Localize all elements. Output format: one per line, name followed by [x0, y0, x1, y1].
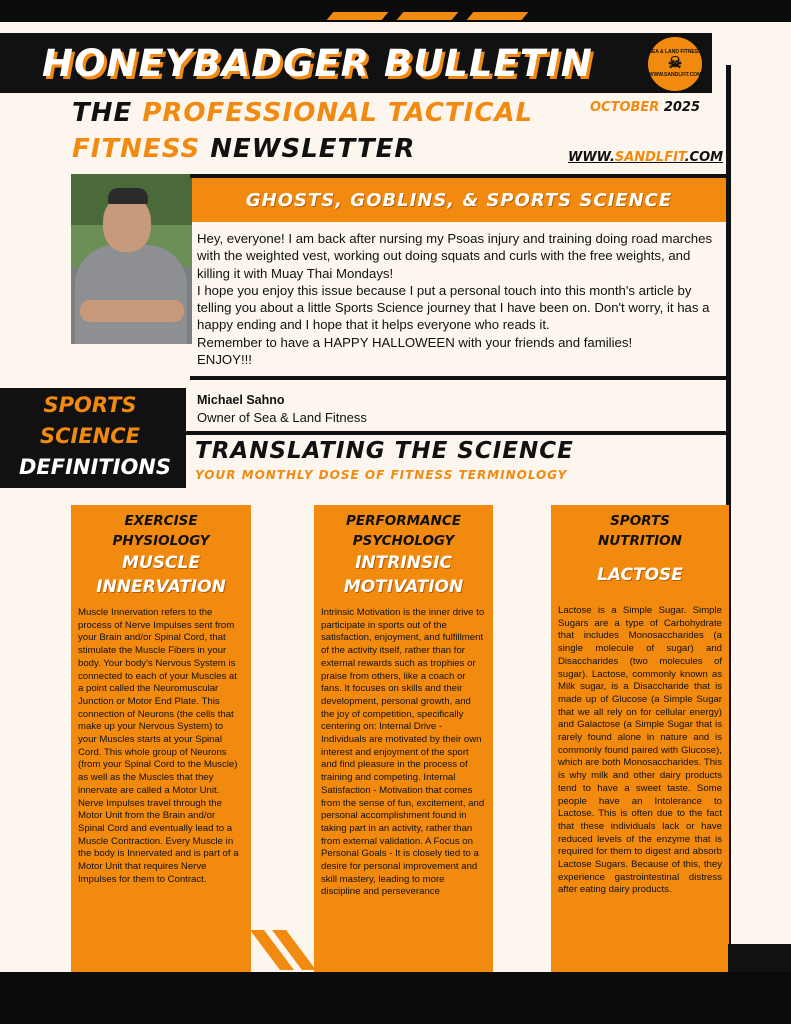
subtitle-newsletter: NEWSLETTER [200, 134, 416, 164]
column-term: MOTIVATION [343, 577, 464, 597]
column-term: MUSCLE [122, 553, 200, 573]
article-paragraph: ENJOY!!! [197, 352, 252, 368]
top-black-band [0, 0, 791, 22]
column-performance-psychology [314, 505, 493, 972]
skull-icon: ☠ [667, 55, 683, 73]
article-body [197, 230, 719, 368]
website-www: WWW. [568, 150, 615, 165]
sea-land-fitness-logo [648, 37, 702, 91]
definitions-block-line-2: SCIENCE [39, 424, 141, 448]
logo-text-bottom: WWW.SANDLFIT.COM [648, 71, 702, 78]
column-term: INNERVATION [96, 577, 226, 597]
section-divider [186, 431, 728, 435]
author-photo-head [103, 196, 151, 252]
article-paragraph: Hey, everyone! I am back after nursing my Psoas injury and training doing road marches with the weighted vest, working out doing squats and curls with the free weights, and killing it with Muay Thai Mondays! [197, 231, 713, 281]
article-title: GHOSTS, GOBLINS, & SPORTS SCIENCE [245, 189, 673, 211]
bottom-stripes-decoration [250, 930, 330, 970]
bottom-right-corner [728, 944, 791, 972]
website-tld: .COM [684, 150, 724, 165]
section-title: TRANSLATING THE SCIENCE [195, 438, 574, 464]
column-definition: Intrinsic Motivation is the inner drive to participate in sports out of the satisfaction, enjoyment, and fulfillment of the activity itself, rather than for external rewards such as trophies or praise from others, like a coach or fans. It focuses on skills and their development, personal growth, and the joy of competition, specifically centering on: Internal Drive - Individuals are motivated by their own interest and enjoyment of the sport and find pleasure in the process of training and competing. Internal Satisfaction - Motivation that comes from the sense of fun, excitement, and personal accomplishment found in taking part in an activity, rather than from external validation. A Focus on Personal Goals - It is closely tied to a desire for personal improvement and skill mastery, leading to more discipline and perseverance [321, 607, 485, 898]
definitions-block-line-3: DEFINITIONS [18, 455, 171, 479]
date-month: OCTOBER [590, 100, 660, 115]
subtitle-line-2 [72, 134, 415, 164]
column-category: EXERCISE [124, 513, 198, 529]
website-domain: SANDLFIT [614, 150, 685, 165]
newsletter-title: HONEYBADGER BULLETIN [42, 42, 593, 85]
website-link[interactable] [568, 150, 723, 165]
author-photo-body [75, 245, 187, 344]
author-photo-arms [80, 300, 184, 322]
subtitle-professional-tactical: PROFESSIONAL TACTICAL [142, 98, 534, 128]
column-definition: Muscle Innervation refers to the process of Nerve Impulses sent from your Brain and/or Spinal Cord, that stimulate the Muscle Fibers in your body. Your body's Nervous System is connected to each of your Muscles at a point called the Neuromuscular Junction or Motor End Plate. This connection of Neurons (the cells that make up your Nervous System) to your Muscles starts at your Spinal Cord. This whole group of Neurons (from your Spinal Cord to the Muscle) as well as the Muscles that they innervate are called a Motor Unit. Nerve Impulses travel through the Motor Unit from the Brain and/or Spinal Cord and eventually lead to a Muscle Contraction. Every Muscle in the body is Innervated and is part of a Motor Unit that requires Nerve Impulses for them to Contract. [78, 607, 239, 885]
column-category: SPORTS [610, 513, 670, 529]
author-role: Owner of Sea & Land Fitness [197, 410, 367, 425]
column-sports-nutrition [551, 505, 729, 972]
column-category: PSYCHOLOGY [352, 533, 455, 549]
author-name: Michael Sahno [197, 393, 285, 407]
definitions-block-line-1: SPORTS [43, 393, 137, 417]
author-photo-cap [108, 188, 148, 204]
column-term: INTRINSIC [355, 553, 452, 573]
article-banner [192, 178, 726, 222]
subtitle-fitness: FITNESS [72, 134, 201, 164]
article-paragraph: I hope you enjoy this issue because I put a personal touch into this month's article by telling you about a little Sports Science journey that I have been on. Don't worry, it has a happy ending and I hope that it helps everyone who reads it. [197, 282, 710, 333]
date-year: 2025 [659, 100, 701, 115]
subtitle-the: THE [72, 98, 143, 128]
column-category: PHYSIOLOGY [112, 533, 210, 549]
subtitle-line-1 [72, 98, 533, 128]
column-term: LACTOSE [597, 565, 683, 585]
column-exercise-physiology [71, 505, 251, 972]
column-definition: Lactose is a Simple Sugar. Simple Sugars are a type of Carbohydrate that includes Monosaccharides (a single molecule of sugar) and Disaccharides (two molecules of sugar). Lactose, commonly known as Milk sugar, is a Disaccharide that is made up of Glucose (a Simple Sugar that we all rely on for cellular energy) and Galactose (a Simple Sugar that is rarely found alone in nature and is commonly found paired with Glucose), which are both Monosaccharides. This is why milk and other dairy products tend to have a sweet taste. Some people have an Intolerance to Lactose. This is often due to the fact that these individuals lack or have reduced levels of the enzyme that is required for them to digest and absorb Lactose Sugars. Because of this, they experience gastrointestinal distress after eating dairy products. [558, 605, 722, 896]
column-category: NUTRITION [598, 533, 682, 549]
logo-text-top: SEA & LAND FITNESS [648, 48, 702, 55]
issue-date [590, 100, 700, 115]
article-paragraph: Remember to have a HAPPY HALLOWEEN with your friends and families! [197, 334, 633, 350]
bottom-black-band [0, 972, 791, 1024]
section-subtitle: YOUR MONTHLY DOSE OF FITNESS TERMINOLOGY [195, 468, 568, 482]
column-category: PERFORMANCE [346, 513, 461, 529]
